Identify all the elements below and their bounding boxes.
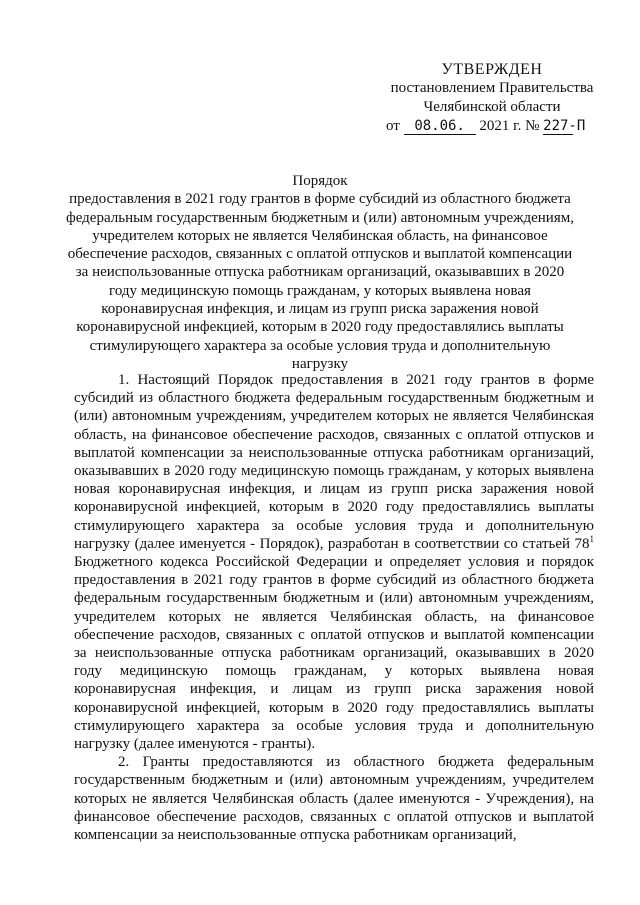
approval-number: 227-П [543,118,586,134]
paragraph-1-text-b: Бюджетного кодекса Российской Федерации и определяет условия и порядок предоставления в 2021 году грантов в форме субсидий из областного бюджета федеральным государственным бюджетным и (или) автономным учреждениям, учредителем которых не является Челябинская область, на финансовое обеспечение расходов, связанных с оплатой отпусков и выплатой компенсации за неиспользованные отпуска работникам организаций, оказывавших в 2020 году медицинскую помощь гражданам, у которых выявлена новая коронавирусная инфекция, и лицам из групп риска заражения новой коронавирусной инфекцией, которым в 2020 году предоставлялись выплаты стимулирующего характера за особые условия труда и дополнительную нагрузку (далее именуются - гранты). [74,554,594,753]
approval-date-line [386,117,626,136]
title-main: Порядок [292,173,348,189]
approval-line-2: Челябинской области [423,99,561,115]
paragraph-1 [74,371,594,753]
paragraph-2: 2. Гранты предоставляются из областного бюджета федеральным государственным бюджетным и (или) автономным учреждениям, учредителем которых не является Челябинская область (далее именуются - Учреждения), на финансовое обеспечение расходов, связанных с оплатой отпусков и выплатой компенсации за неиспользованные отпуска работникам организаций, [74,754,594,844]
document-title [60,172,580,373]
approval-date: 08.06. [404,118,476,135]
document-body [74,371,594,844]
year-suffix: 2021 г. № [479,118,540,134]
paragraph-1-text-a: 1. Настоящий Порядок предоставления в 2021 году грантов в форме субсидий из областного бюджета федеральным государственным бюджетным и (или) автономным учреждениям, учредителем которых не является Челябинская область, на финансовое обеспечение расходов, связанных с оплатой отпусков и выплатой компенсации за неиспользованные отпуска работникам организаций, оказывавших в 2020 году медицинскую помощь гражданам, у которых выявлена новая коронавирусная инфекция, и лицам из групп риска заражения новой коронавирусной инфекцией, которым в 2020 году предоставлялись выплаты стимулирующего характера за особые условия труда и дополнительную нагрузку (далее именуется - Порядок), разработан в соответствии со статьей 78 [74,372,594,552]
date-prefix: от [386,118,400,134]
article-superscript: 1 [589,533,594,544]
approval-line-1: постановлением Правительства [390,80,594,96]
approval-block [372,60,612,117]
approval-heading: УТВЕРЖДЕН [441,61,543,78]
title-subtitle: предоставления в 2021 году грантов в форме субсидий из областного бюджета федеральным государственным бюджетным и (или) автономным учреждениям, учредителем которых не является Челябинская область, на финансовое обеспечение расходов, связанных с оплатой отпусков и выплатой компенсации за неиспользованные отпуска работникам организаций, оказывавших в 2020 году медицинскую помощь гражданам, у которых выявлена новая коронавирусная инфекция, и лицам из групп риска заражения новой коронавирусной инфекцией, которым в 2020 году предоставлялись выплаты стимулирующего характера за особые условия труда и дополнительную нагрузку [66,191,574,372]
